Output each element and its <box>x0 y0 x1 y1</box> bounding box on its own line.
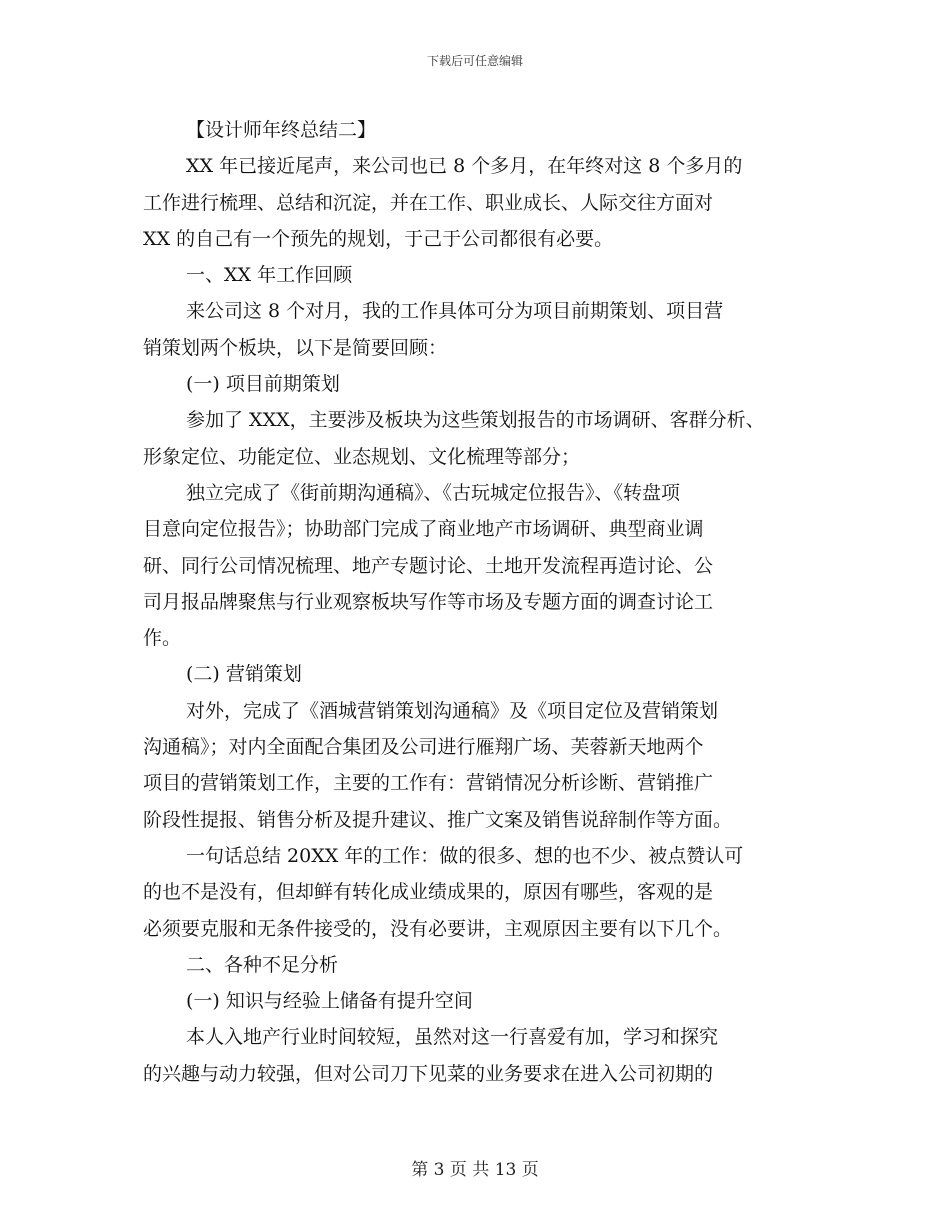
paragraph-line: 目意向定位报告》；协助部门完成了商业地产市场调研、典型商业调 <box>143 518 704 541</box>
paragraph-line: XX 年已接近尾声，来公司也已 8 个多月，在年终对这 8 个多月的 <box>186 155 743 178</box>
paragraph-line: 研、同行公司情况梳理、地产专题讨论、土地开发流程再造讨论、公 <box>143 554 714 577</box>
paragraph-line: 参加了 XXX，主要涉及板块为这些策划报告的市场调研、客群分析、 <box>186 409 765 432</box>
subsection-heading: (一) 项目前期策划 <box>186 373 340 396</box>
paragraph-line: 阶段性提报、销售分析及提升建议、推广文案及销售说辞制作等方面。 <box>143 808 733 831</box>
subsection-heading: (一) 知识与经验上储备有提升空间 <box>186 990 473 1013</box>
section-heading: 一、XX 年工作回顾 <box>186 264 353 287</box>
paragraph-line: 独立完成了《街前期沟通稿》、《古玩城定位报告》、《转盘项 <box>186 481 681 504</box>
paragraph-line: 司月报品牌聚焦与行业观察板块写作等市场及专题方面的调查讨论工 <box>143 590 714 613</box>
paragraph-line: 必须要克服和无条件接受的，没有必要讲，主观原因主要有以下几个。 <box>143 917 733 940</box>
paragraph-line: 作。 <box>143 627 182 650</box>
section-heading: 二、各种不足分析 <box>186 953 339 976</box>
page-header: 下载后可任意编辑 <box>426 54 523 68</box>
paragraph-line: 一句话总结 20XX 年的工作：做的很多、想的也不少、被点赞认可 <box>186 844 744 867</box>
paragraph-line: XX 的自己有一个预先的规划，于己于公司都很有必要。 <box>143 227 614 250</box>
page-number-footer: 第 3 页 共 13 页 <box>411 1160 539 1180</box>
section-heading-title: 【设计师年终总结二】 <box>186 119 377 141</box>
paragraph-line: 的也不是没有，但却鲜有转化成业绩成果的，原因有哪些，客观的是 <box>143 881 714 904</box>
paragraph-line: 对外，完成了《酒城营销策划沟通稿》及《项目定位及营销策划 <box>186 699 719 722</box>
paragraph-line: 来公司这 8 个对月，我的工作具体可分为项目前期策划、项目营 <box>186 300 724 323</box>
paragraph-line: 沟通稿》；对内全面配合集团及公司进行雁翔广场、芙蓉新天地两个 <box>143 736 704 759</box>
paragraph-line: 销策划两个板块，以下是简要回顾： <box>143 336 448 359</box>
paragraph-line: 形象定位、功能定位、业态规划、文化梳理等部分； <box>143 445 581 468</box>
subsection-heading: (二) 营销策划 <box>186 663 302 686</box>
paragraph-line: 项目的营销策划工作，主要的工作有：营销情况分析诊断、营销推广 <box>143 772 714 795</box>
paragraph-line: 工作进行梳理、总结和沉淀，并在工作、职业成长、人际交往方面对 <box>143 191 714 214</box>
paragraph-line: 的兴趣与动力较强，但对公司刀下见菜的业务要求在进入公司初期的 <box>143 1062 714 1085</box>
paragraph-line: 本人入地产行业时间较短，虽然对这一行喜爱有加，学习和探究 <box>186 1026 719 1049</box>
document-body <box>143 112 823 1092</box>
